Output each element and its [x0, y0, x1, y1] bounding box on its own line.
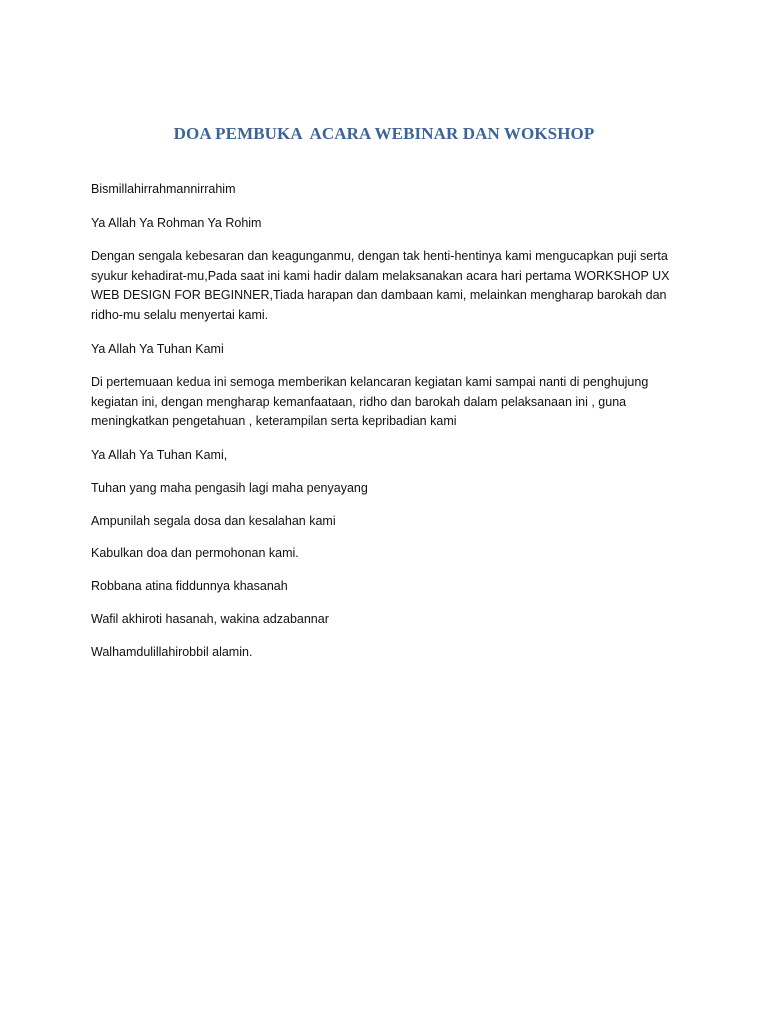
paragraph-line: Kabulkan doa dan permohonan kami. — [91, 546, 299, 560]
paragraph-line: Dengan sengala kebesaran dan keagunganmu, dengan tak henti-hentinya kami mengucapkan puji serta — [91, 249, 668, 263]
paragraph-ampunilah — [91, 512, 691, 532]
paragraph-line: meningkatkan pengetahuan , keterampilan serta kepribadian kami — [91, 414, 457, 428]
paragraph-robbana — [91, 577, 691, 597]
paragraph-line: Bismillahirrahmannirrahim — [91, 182, 236, 196]
paragraph-line: Walhamdulillahirobbil alamin. — [91, 645, 253, 659]
paragraph-ya-allah-rohman — [91, 214, 691, 234]
paragraph-line: WEB DESIGN FOR BEGINNER,Tiada harapan dan dambaan kami, melainkan mengharap barokah dan — [91, 288, 667, 302]
document-title: DOA PEMBUKA ACARA WEBINAR DAN WOKSHOP — [173, 124, 595, 143]
paragraph-kebesaran — [91, 247, 691, 325]
paragraph-line: Ampunilah segala dosa dan kesalahan kami — [91, 514, 336, 528]
paragraph-line: Ya Allah Ya Tuhan Kami, — [91, 448, 228, 462]
paragraph-line: syukur kehadirat-mu,Pada saat ini kami hadir dalam melaksanakan acara hari pertama WORKSHOP UX — [91, 268, 670, 283]
paragraph-walhamdulillah — [91, 643, 691, 663]
paragraph-kabulkan — [91, 544, 691, 564]
paragraph-wafil — [91, 610, 691, 630]
paragraph-line: Robbana atina fiddunnya khasanah — [91, 579, 288, 593]
paragraph-line: Di pertemuaan kedua ini semoga memberikan kelancaran kegiatan kami sampai nanti di penghujung — [91, 375, 649, 389]
paragraph-line: Ya Allah Ya Tuhan Kami — [91, 342, 224, 356]
paragraph-pengasih — [91, 479, 691, 499]
paragraph-line: Ya Allah Ya Rohman Ya Rohim — [91, 216, 262, 230]
paragraph-line: kegiatan ini, dengan mengharap kemanfaataan, ridho dan barokah dalam pelaksanaan ini , guna — [91, 394, 627, 409]
paragraph-line: ridho-mu selalu menyertai kami. — [91, 307, 269, 322]
paragraph-line: Tuhan yang maha pengasih lagi maha penyayang — [91, 481, 368, 495]
paragraph-pertemuan — [91, 373, 691, 432]
paragraph-tuhan-kami-2 — [91, 446, 691, 466]
paragraph-line: Wafil akhiroti hasanah, wakina adzabannar — [91, 612, 329, 626]
paragraph-bismillah — [91, 180, 691, 200]
paragraph-tuhan-kami-1 — [91, 340, 691, 360]
